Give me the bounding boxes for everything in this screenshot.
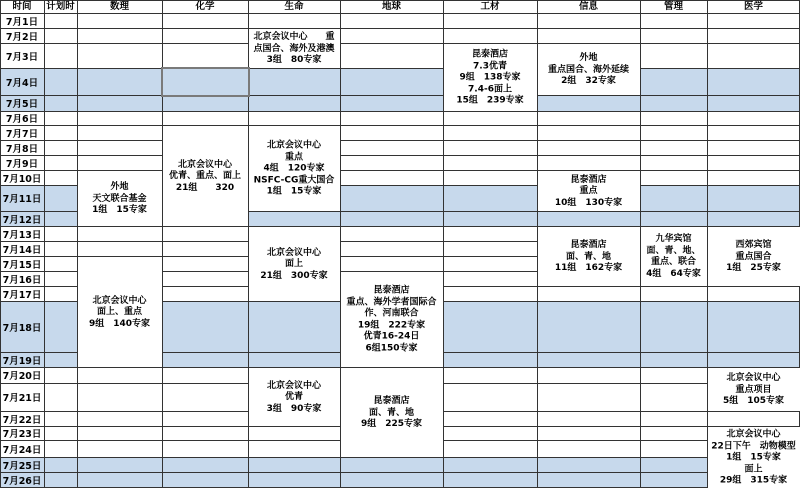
entry-line: 重点国合 bbox=[735, 251, 772, 262]
entry-line: 外地 bbox=[110, 181, 129, 192]
entry-line: 22日下午 动物模型 bbox=[711, 440, 796, 451]
date-label: 7月16日 bbox=[2, 274, 42, 286]
row-line bbox=[0, 13, 800, 14]
entry-line: 11组 162专家 bbox=[554, 262, 623, 273]
date-label: 7月22日 bbox=[2, 414, 42, 426]
date-label: 7月4日 bbox=[5, 77, 39, 89]
entry-line: 昆泰酒店 bbox=[570, 239, 607, 250]
entry-line: 重点、联合 bbox=[650, 257, 697, 267]
review-entry-text bbox=[646, 234, 701, 280]
date-label: 7月25日 bbox=[2, 460, 42, 472]
date-label: 7月19日 bbox=[2, 355, 42, 367]
entry-line: 昆泰酒店 bbox=[471, 49, 508, 60]
review-entry-text bbox=[169, 159, 241, 194]
review-entry-text bbox=[361, 396, 422, 431]
entry-line: 昆泰酒店 bbox=[373, 395, 410, 406]
entry-line: 北京会议中心 bbox=[266, 247, 321, 258]
date-label: 7月9日 bbox=[5, 158, 39, 170]
header-information-sciences: 信息 bbox=[578, 1, 598, 12]
entry-line: 面、青、地 bbox=[368, 407, 414, 418]
date-label: 7月20日 bbox=[2, 371, 42, 382]
selected-cell[interactable] bbox=[161, 67, 250, 97]
weekend-band bbox=[0, 457, 800, 472]
entry-line: 北京会议中心 bbox=[726, 429, 781, 440]
entry-line: 重点 bbox=[284, 151, 304, 162]
date-label: 7月23日 bbox=[2, 429, 42, 440]
weekend-band bbox=[0, 95, 800, 111]
column-line bbox=[44, 0, 45, 488]
date-label: 7月15日 bbox=[2, 259, 42, 271]
date-label: 7月7日 bbox=[5, 128, 39, 140]
row-line bbox=[0, 95, 800, 96]
entry-line: 7.4-6面上 bbox=[468, 83, 512, 94]
entry-line: 10组 130专家 bbox=[554, 197, 623, 208]
row-line bbox=[0, 155, 800, 156]
entry-line: 优青 bbox=[284, 391, 304, 402]
header-life-sciences: 生命 bbox=[284, 1, 304, 12]
date-label: 7月3日 bbox=[5, 51, 39, 63]
entry-line: 面、青、地 bbox=[565, 251, 611, 262]
entry-line: 优青、重点、面上 bbox=[168, 170, 242, 181]
entry-line: 3组 80专家 bbox=[266, 54, 322, 65]
header-chemistry: 化学 bbox=[195, 1, 215, 12]
entry-line: 15组 239专家 bbox=[456, 95, 524, 106]
review-entry-text bbox=[254, 140, 335, 198]
entry-line: 2组 32专家 bbox=[561, 75, 616, 86]
entry-line: 北京会议中心 bbox=[266, 380, 322, 391]
entry-line: 4组 64专家 bbox=[646, 268, 701, 279]
review-entry-text bbox=[456, 49, 523, 107]
date-label: 7月5日 bbox=[5, 99, 39, 110]
row-line bbox=[0, 28, 800, 29]
entry-line: 面上 bbox=[284, 258, 303, 269]
date-label: 7月6日 bbox=[5, 114, 39, 125]
header-management: 管理 bbox=[663, 1, 683, 12]
header-engineering-materials: 工材 bbox=[480, 1, 500, 12]
row-line bbox=[0, 125, 800, 126]
entry-line: 昆泰酒店 bbox=[570, 174, 607, 185]
entry-line: 面、青、地、 bbox=[646, 245, 701, 256]
entry-line: NSFC-CG重大国合 bbox=[253, 174, 335, 185]
header-plan: 计划时 bbox=[46, 1, 75, 12]
date-label: 7月13日 bbox=[2, 229, 42, 241]
entry-line: 7.3优青 bbox=[473, 60, 507, 71]
date-label: 7月1日 bbox=[5, 16, 39, 28]
date-label: 7月18日 bbox=[2, 322, 42, 334]
header-math-physics: 数理 bbox=[109, 1, 129, 12]
entry-line: 作、河南联合 bbox=[364, 308, 419, 319]
review-entry-text bbox=[711, 429, 796, 487]
entry-line: 5组 105专家 bbox=[722, 395, 785, 406]
entry-line: 3组 90专家 bbox=[266, 403, 322, 414]
header-time: 时间 bbox=[12, 1, 32, 12]
date-label: 7月14日 bbox=[2, 244, 42, 256]
date-label: 7月26日 bbox=[2, 476, 42, 487]
date-label: 7月24日 bbox=[2, 444, 42, 456]
review-entry-text bbox=[253, 32, 334, 67]
row-line bbox=[0, 43, 800, 44]
entry-line: 9组 138专家 bbox=[459, 72, 521, 83]
row-line bbox=[0, 472, 800, 473]
date-label: 7月11日 bbox=[2, 194, 42, 205]
header-earth-sciences: 地球 bbox=[381, 1, 401, 12]
entry-line: 21组 300专家 bbox=[260, 270, 328, 281]
entry-line: 1组 15专家 bbox=[92, 204, 147, 215]
entry-line: 重点 bbox=[579, 185, 598, 196]
row-line bbox=[0, 111, 800, 112]
review-entry-text bbox=[260, 247, 327, 282]
row-line bbox=[0, 68, 800, 69]
entry-line: 外地 bbox=[579, 52, 598, 63]
header-medical-sciences: 医学 bbox=[743, 1, 763, 12]
entry-line: 北京会议中心 bbox=[92, 295, 147, 306]
date-label: 7月2日 bbox=[5, 31, 39, 43]
review-entry-text bbox=[726, 240, 781, 275]
entry-line: 9组 140专家 bbox=[88, 318, 151, 329]
entry-line: 九华宾馆 bbox=[655, 234, 692, 244]
entry-line: 北京会议中心 bbox=[177, 159, 233, 170]
entry-line: 面上、重点 bbox=[96, 306, 142, 317]
weekend-band bbox=[0, 472, 800, 488]
entry-line: 9组 225专家 bbox=[360, 418, 423, 429]
entry-line: 1组 15专家 bbox=[266, 186, 322, 197]
entry-line: 优青16-24日 bbox=[363, 331, 420, 342]
entry-line: 昆泰酒店 bbox=[373, 285, 410, 296]
entry-line: 29组 315专家 bbox=[719, 475, 788, 486]
review-entry-text bbox=[723, 373, 784, 408]
entry-line: 重点、海外学者国际合 bbox=[346, 297, 437, 307]
column-line bbox=[77, 0, 78, 488]
review-entry-text bbox=[346, 286, 436, 355]
review-entry-text bbox=[267, 380, 322, 415]
entry-line: 北京会议中心 重 bbox=[253, 31, 335, 42]
date-label: 7月21日 bbox=[2, 393, 42, 404]
date-label: 7月8日 bbox=[5, 143, 39, 155]
review-entry-text bbox=[548, 53, 629, 88]
entry-line: 北京会议中心 bbox=[266, 140, 322, 151]
entry-line: 北京会议中心 bbox=[726, 372, 781, 383]
row-line bbox=[0, 140, 800, 141]
entry-line: 西郊宾馆 bbox=[735, 239, 772, 250]
entry-line: 重点国合、海外延续 bbox=[547, 64, 630, 75]
entry-line: 19组 222专家 bbox=[357, 320, 426, 330]
entry-line: 4组 120专家 bbox=[263, 163, 325, 174]
weekend-band bbox=[0, 68, 800, 95]
date-label: 7月10日 bbox=[2, 173, 42, 185]
date-label: 7月17日 bbox=[2, 289, 42, 301]
review-entry-text bbox=[555, 174, 622, 209]
entry-line: 21组 320 bbox=[175, 182, 235, 193]
entry-line: 6组150专家 bbox=[365, 343, 418, 353]
entry-line: 1组 15专家 bbox=[726, 452, 781, 463]
entry-line: 1组 25专家 bbox=[726, 262, 781, 273]
review-entry-text bbox=[92, 182, 147, 217]
entry-line: 点国合、海外及港澳 bbox=[253, 43, 335, 54]
entry-line: 面上 bbox=[744, 463, 763, 474]
review-entry-text bbox=[555, 240, 622, 275]
entry-line: 重点项目 bbox=[735, 384, 772, 395]
date-label: 7月12日 bbox=[2, 214, 42, 226]
review-entry-text bbox=[89, 295, 150, 330]
entry-line: 天文联合基金 bbox=[92, 193, 147, 204]
